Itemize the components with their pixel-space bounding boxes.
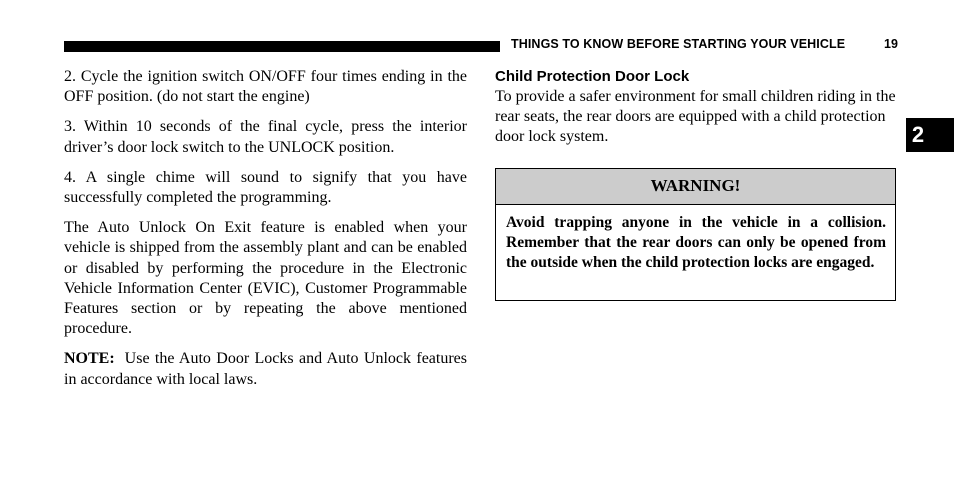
- section-body: To provide a safer environment for small children riding in the rear seats, the rear doors are equipped with a child protection door lock system.: [495, 88, 896, 146]
- warning-box: [495, 168, 896, 301]
- header-bar: [64, 41, 500, 52]
- page-number: 19: [884, 37, 898, 51]
- auto-unlock-paragraph: The Auto Unlock On Exit feature is enabled when your vehicle is shipped from the assembly plant and can be enabled or disabled by performing the procedure in the Electronic Vehicle Information Center (EVIC), Customer Programmable Features section or by repeating the above mentioned procedure.: [64, 219, 467, 338]
- note-text: Use the Auto Door Locks and Auto Unlock features in accordance with local laws.: [64, 350, 467, 388]
- note-paragraph: [64, 349, 467, 389]
- warning-text: Avoid trapping anyone in the vehicle in a collision. Remember that the rear doors can only be opened from the outside when the child protection locks are engaged.: [506, 214, 886, 272]
- chapter-tab: 2: [906, 118, 954, 152]
- left-column: [64, 67, 467, 390]
- note-label: NOTE:: [64, 350, 115, 368]
- right-column: [495, 67, 898, 148]
- section-heading: Child Protection Door Lock: [495, 68, 690, 85]
- step-2-text: 2. Cycle the ignition switch ON/OFF four times ending in the OFF position. (do not start the engine): [64, 68, 467, 106]
- running-header-title: THINGS TO KNOW BEFORE STARTING YOUR VEHICLE: [511, 37, 846, 51]
- step-3-text: 3. Within 10 seconds of the final cycle, press the interior driver’s door lock switch to the UNLOCK position.: [64, 118, 467, 156]
- step-4-text: 4. A single chime will sound to signify that you have successfully completed the programming.: [64, 168, 467, 207]
- warning-title: WARNING!: [496, 169, 895, 205]
